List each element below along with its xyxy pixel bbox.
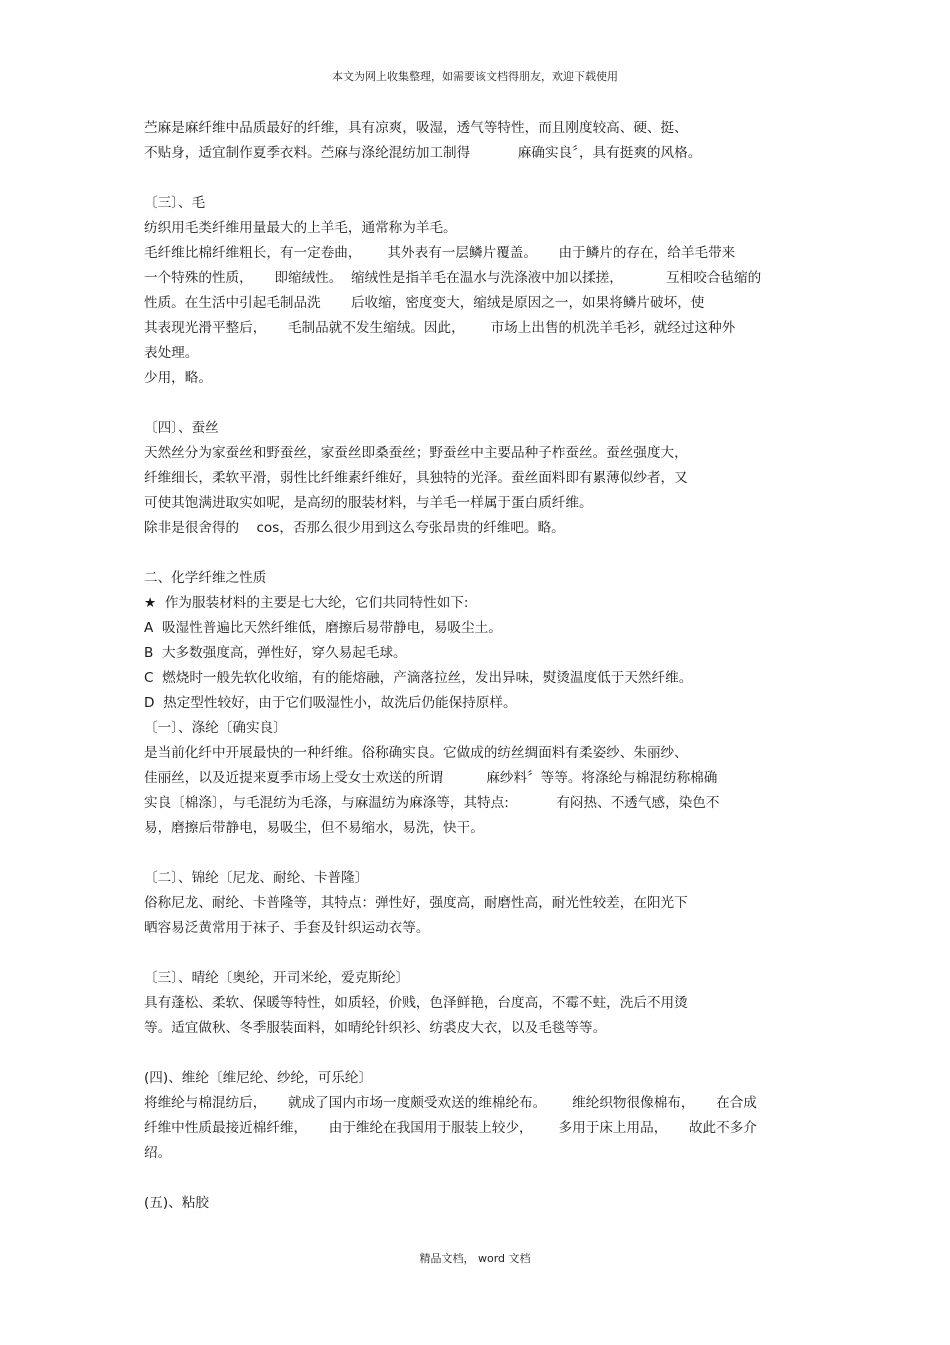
text-line: 俗称尼龙、耐纶、卡普隆等，其特点：弹性好，强度高，耐磨性高，耐光性较差，在阳光下 [144, 895, 688, 911]
text-line: A 吸湿性普遍比天然纤维低，磨擦后易带静电，易吸尘土。 [144, 620, 502, 636]
text-line: 〔四〕、蚕丝 [144, 420, 219, 436]
text-line: 〔三〕、晴纶〔奥纶，开司米纶，爱克斯纶〕 [144, 970, 410, 986]
text-line: 具有蓬松、柔软、保暖等特性，如质轻，价贱，色泽鲜艳，台度高，不霉不蛀，洗后不用烫 [144, 995, 688, 1011]
text-line: 实良〔棉涤〕，与毛混纺为毛涤，与麻温纺为麻涤等，其特点: 有闷热、不透气感，染色不 [144, 795, 720, 811]
blank-line [144, 166, 814, 191]
blank-line [144, 1166, 814, 1191]
text-line: 〔三〕、毛 [144, 195, 206, 211]
text-line: B 大多数强度高，弹性好，穿久易起毛球。 [144, 645, 407, 661]
text-line: 纤维细长，柔软平滑，弱性比纤维素纤维好，具独特的光泽。蚕丝面料即有累薄似纱者，又 [144, 470, 688, 486]
text-line: 二、化学纤维之性质 [144, 570, 267, 586]
text-line: 易，磨擦后带静电，易吸尘，但不易缩水，易洗，快干。 [144, 820, 484, 836]
text-line: ★ 作为服装材料的主要是七大纶，它们共同特性如下: [144, 595, 469, 611]
text-line: 表处理。 [144, 345, 199, 361]
text-line: 毛纤维比棉纤维粗长，有一定卷曲， 其外表有一层鳞片覆盖。 由于鳞片的存在，给羊毛带来 [144, 245, 736, 261]
text-line: C 燃烧时一般先软化收缩，有的能熔融，产滴落拉丝，发出异味，熨烫温度低于天然纤维。 [144, 670, 693, 686]
text-line: 除非是很舍得的 cos，否那么很少用到这么夸张昂贵的纤维吧。略。 [144, 520, 565, 536]
text-line: 佳丽丝，以及近提来夏季市场上受女士欢送的所谓 麻纱料〞等等。将涤纶与棉混纺称棉确 [144, 770, 718, 786]
text-line: 晒容易泛黄常用于袜子、手套及针织运动衣等。 [144, 920, 430, 936]
text-line: 性质。在生活中引起毛制品洗 后收缩，密度变大，缩绒是原因之一，如果将鳞片破坏，使 [144, 295, 705, 311]
text-line: 纺织用毛类纤维用量最大的上羊毛，通常称为羊毛。 [144, 220, 457, 236]
text-line: 苎麻是麻纤维中品质最好的纤维，具有凉爽，吸湿，透气等特性，而且刚度较高、硬、挺、 [144, 120, 688, 136]
text-line: 纤维中性质最接近棉纤维， 由于维纶在我国用于服装上较少， 多用于床上用品， 故此不多介 [144, 1120, 757, 1136]
text-line: 〔二〕、锦纶〔尼龙、耐纶、卡普隆〕 [144, 870, 369, 886]
text-line: 是当前化纤中开展最快的一种纤维。俗称确实良。它做成的纺丝绸面料有柔姿纱、朱丽纱、 [144, 745, 688, 761]
text-line: 一个特殊的性质， 即缩绒性。 缩绒性是指羊毛在温水与洗涤液中加以揉搓， 互相咬合毡缩的 [144, 270, 762, 286]
blank-line [144, 941, 814, 966]
text-line: 天然丝分为家蚕丝和野蚕丝，家蚕丝即桑蚕丝；野蚕丝中主要品种子柞蚕丝。蚕丝强度大， [144, 445, 688, 461]
text-line: 〔一〕、涤纶〔确实良〕 [144, 720, 287, 736]
text-line: 等。适宜做秋、冬季服装面料，如晴纶针织衫、纺裘皮大衣，以及毛毯等等。 [144, 1020, 607, 1036]
blank-line [144, 841, 814, 866]
text-line: D 热定型性较好，由于它们吸湿性小，故洗后仍能保持原样。 [144, 695, 517, 711]
page-header: 本文为网上收集整理，如需要该文档得朋友，欢迎下载使用 [332, 70, 618, 83]
text-line: 将维纶与棉混纺后， 就成了国内市场一度颇受欢送的维棉纶布。 维纶织物很像棉布， 在合成 [144, 1095, 757, 1111]
blank-line [144, 391, 814, 416]
text-line: 其表现光滑平整后， 毛制品就不发生缩绒。因此， 市场上出售的机洗羊毛衫，就经过这种外 [144, 320, 736, 336]
page-footer: 精品文档， word 文档 [419, 1252, 531, 1265]
blank-line [144, 541, 814, 566]
text-line: 可使其饱满进取实如呢，是高纫的服装材料，与羊毛一样属于蛋白质纤维。 [144, 495, 593, 511]
text-line: 绍。 [144, 1145, 172, 1161]
blank-line [144, 1041, 814, 1066]
text-line: (四)、维纶〔维尼纶、纱纶，可乐纶〕 [144, 1070, 373, 1086]
text-line: (五)、粘胶 [144, 1195, 209, 1211]
text-line: 不贴身，适宜制作夏季衣料。苎麻与涤纶混纺加工制得 麻确实良〞，具有挺爽的风格。 [144, 145, 702, 161]
text-line: 少用，略。 [144, 370, 212, 386]
document-body [144, 116, 814, 1216]
